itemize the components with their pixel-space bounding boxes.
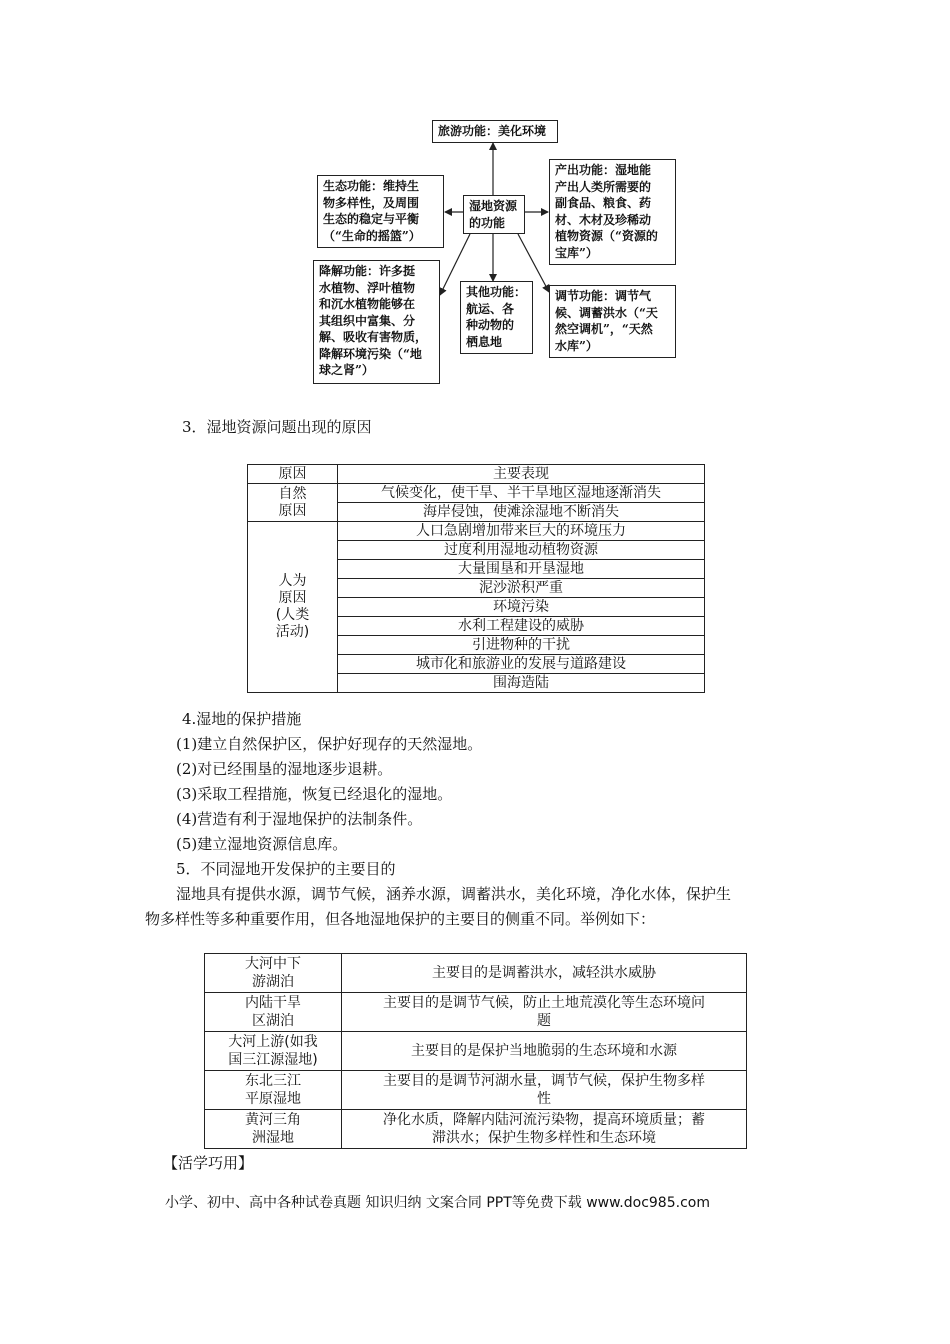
measure-item: (5)建立湿地资源信息库。 — [176, 835, 348, 853]
wetland-name: 东北三江 平原湿地 — [205, 1071, 342, 1110]
table-cell: 过度利用湿地动植物资源 — [338, 541, 705, 560]
wetland-goal: 主要目的是调节河湖水量，调节气候，保护生物多样 性 — [342, 1071, 747, 1110]
measure-item: (3)采取工程措施，恢复已经退化的湿地。 — [176, 785, 453, 803]
table-cell: 气候变化，使干旱、半干旱地区湿地逐渐消失 — [338, 484, 705, 503]
header-cause: 原因 — [248, 465, 338, 484]
wetland-goal: 净化水质，降解内陆河流污染物，提高环境质量；蓄 滞洪水；保护生物多样性和生态环境 — [342, 1110, 747, 1149]
table-row — [248, 465, 705, 484]
table-row — [205, 1032, 747, 1071]
wetland-goal: 主要目的是保护当地脆弱的生态环境和水源 — [342, 1032, 747, 1071]
table-cell: 围海造陆 — [338, 674, 705, 693]
wetland-goal: 主要目的是调节气候，防止土地荒漠化等生态环境问 题 — [342, 993, 747, 1032]
footer-text: 小学、初中、高中各种试卷真题 知识归纳 文案合同 PPT等免费下载 www.doc985.com — [165, 1195, 710, 1211]
table-cell: 水利工程建设的威胁 — [338, 617, 705, 636]
measure-item: (4)营造有利于湿地保护的法制条件。 — [176, 810, 423, 828]
section5-intro-line1: 湿地具有提供水源，调节气候，涵养水源，调蓄洪水，美化环境，净化水体，保护生 — [176, 885, 732, 903]
table-cell: 引进物种的干扰 — [338, 636, 705, 655]
other-function-box: 其他功能： 航运、各 种动物的 栖息地 — [460, 281, 533, 354]
causes-table — [247, 464, 705, 693]
table-row — [205, 954, 747, 993]
section5-heading: 5．不同湿地开发保护的主要目的 — [176, 860, 396, 878]
table-cell: 环境污染 — [338, 598, 705, 617]
regulate-function-box: 调节功能：调节气 候、调蓄洪水（“天 然空调机”，“天然 水库”） — [549, 285, 676, 358]
table-cell: 泥沙淤积严重 — [338, 579, 705, 598]
table-row — [205, 1110, 747, 1149]
section5-intro-line2: 物多样性等多种重要作用，但各地湿地保护的主要目的侧重不同。举例如下： — [145, 910, 656, 928]
wetland-name: 黄河三角 洲湿地 — [205, 1110, 342, 1149]
wetland-name: 大河中下 游湖泊 — [205, 954, 342, 993]
table-row — [248, 522, 705, 541]
section4-heading: 4.湿地的保护措施 — [182, 710, 302, 728]
human-cause-label: 人为 原因 (人类 活动) — [248, 522, 338, 693]
table-row — [205, 993, 747, 1032]
wetland-name: 内陆干旱 区湖泊 — [205, 993, 342, 1032]
measure-item: (1)建立自然保护区，保护好现存的天然湿地。 — [176, 735, 483, 753]
natural-cause-label: 自然 原因 — [248, 484, 338, 522]
section3-heading: 3．湿地资源问题出现的原因 — [182, 418, 372, 436]
degrade-function-box: 降解功能：许多挺 水植物、浮叶植物 和沉水植物能够在 其组织中富集、分 解、吸收有害物质， 降解环境污染（“地 球之肾”） — [313, 260, 440, 384]
output-function-box: 产出功能：湿地能 产出人类所需要的 副食品、粮食、药 材、木材及珍稀动 植物资源（“资源的 宝库”） — [549, 159, 676, 265]
table-row — [205, 1071, 747, 1110]
table-row — [248, 484, 705, 503]
ecology-function-box: 生态功能：维持生 物多样性，及周围 生态的稳定与平衡 （“生命的摇篮”） — [317, 175, 444, 248]
table-cell: 海岸侵蚀，使滩涂湿地不断消失 — [338, 503, 705, 522]
tourism-function-box: 旅游功能：美化环境 — [432, 120, 558, 143]
table-cell: 城市化和旅游业的发展与道路建设 — [338, 655, 705, 674]
wetland-name: 大河上游(如我 国三江源湿地) — [205, 1032, 342, 1071]
center-box: 湿地资源 的功能 — [463, 195, 525, 234]
practice-heading: 【活学巧用】 — [163, 1154, 254, 1172]
wetland-goal: 主要目的是调蓄洪水，减轻洪水威胁 — [342, 954, 747, 993]
table-cell: 大量围垦和开垦湿地 — [338, 560, 705, 579]
purposes-table — [204, 953, 747, 1149]
measure-item: (2)对已经围垦的湿地逐步退耕。 — [176, 760, 393, 778]
table-cell: 人口急剧增加带来巨大的环境压力 — [338, 522, 705, 541]
header-manifestation: 主要表现 — [338, 465, 705, 484]
